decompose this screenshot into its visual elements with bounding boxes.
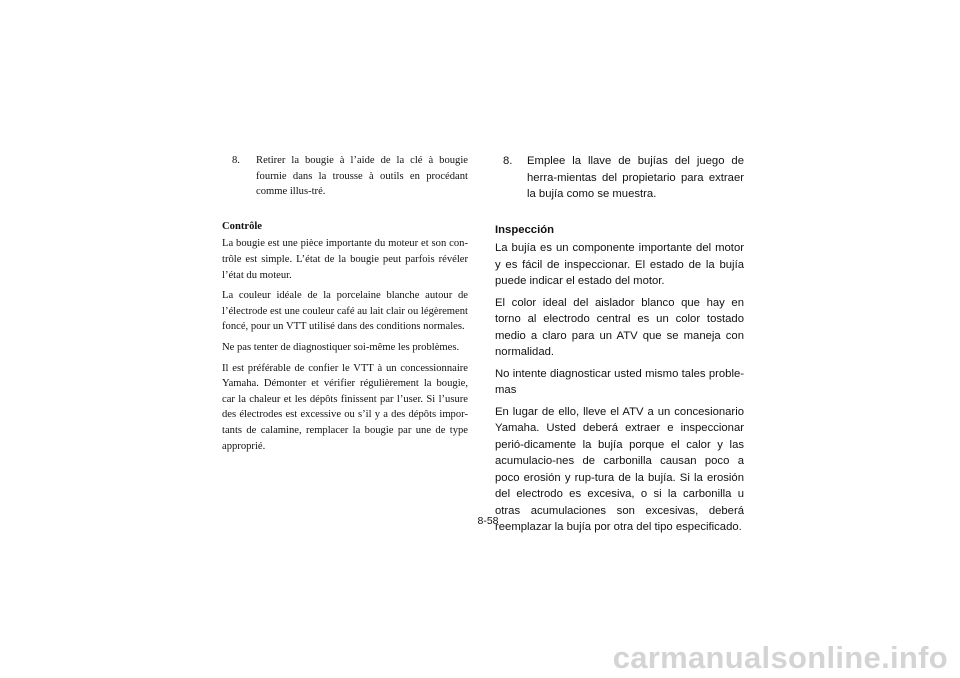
- french-paragraph-2: La couleur idéale de la porcelaine blanche autour de l’électrode est une couleur café au lait clair ou légèrement foncé, pour un VTT utilisé dans des conditions normales.: [222, 290, 468, 333]
- french-paragraph-1: La bougie est une pièce importante du moteur et son con-trôle est simple. L’état de la bougie peut parfois révéler l’état du moteur.: [222, 238, 468, 281]
- french-heading-controle: Contrôle: [222, 220, 263, 232]
- spanish-paragraph-2: El color ideal del aislador blanco que hay en torno al electrodo central es un color tostado medio a claro para un ATV que se maneja con normalidad.: [495, 296, 744, 358]
- spanish-step-text: Emplee la llave de bujías del juego de herra-mientas del propietario para extraer la bujía como se muestra.: [527, 155, 744, 200]
- page-number: 8-58: [477, 515, 499, 527]
- spanish-paragraph-1: La bujía es un componente importante del motor y es fácil de inspeccionar. El estado de la bujía puede indicar el estado del motor.: [495, 242, 744, 287]
- french-step-number: 8.: [232, 155, 240, 166]
- spanish-step-8: [495, 153, 744, 203]
- spanish-heading-inspeccion: Inspección: [495, 223, 555, 236]
- french-step-8: [222, 153, 468, 200]
- french-step-text: Retirer la bougie à l’aide de la clé à bougie fournie dans la trousse à outils en procédant comme illus-tré.: [256, 155, 468, 198]
- spanish-paragraph-4: En lugar de ello, lleve el ATV a un concesionario Yamaha. Usted deberá extraer e inspeccionar perió-dicamente la bujía porque el calor y las acumulacio-nes de carbonilla causan poco a poco erosión y rup-tura de la bujía. Si la erosión del electrodo es excesiva, o si la carbonilla u otras acumulaciones son excesivas, deberá reemplazar la bujía por otra del tipo especificado.: [495, 405, 744, 533]
- french-column: [222, 153, 468, 459]
- spanish-paragraph-3: No intente diagnosticar usted mismo tales proble-mas: [495, 367, 744, 396]
- spanish-column: [495, 153, 744, 541]
- french-paragraph-4: Il est préférable de confier le VTT à un concessionnaire Yamaha. Démonter et vérifier régulièrement la bougie, car la chaleur et les dépôts finissent par l’user. Si l’usure des électrodes est excessive ou s’il y a des dépôts impor-tants de calamine, remplacer la bougie par une de type approprié.: [222, 362, 468, 452]
- french-paragraph-3: Ne pas tenter de diagnostiquer soi-même les problèmes.: [222, 341, 460, 353]
- spanish-step-number: 8.: [503, 155, 513, 167]
- watermark: carmanualsonline.info: [612, 640, 948, 675]
